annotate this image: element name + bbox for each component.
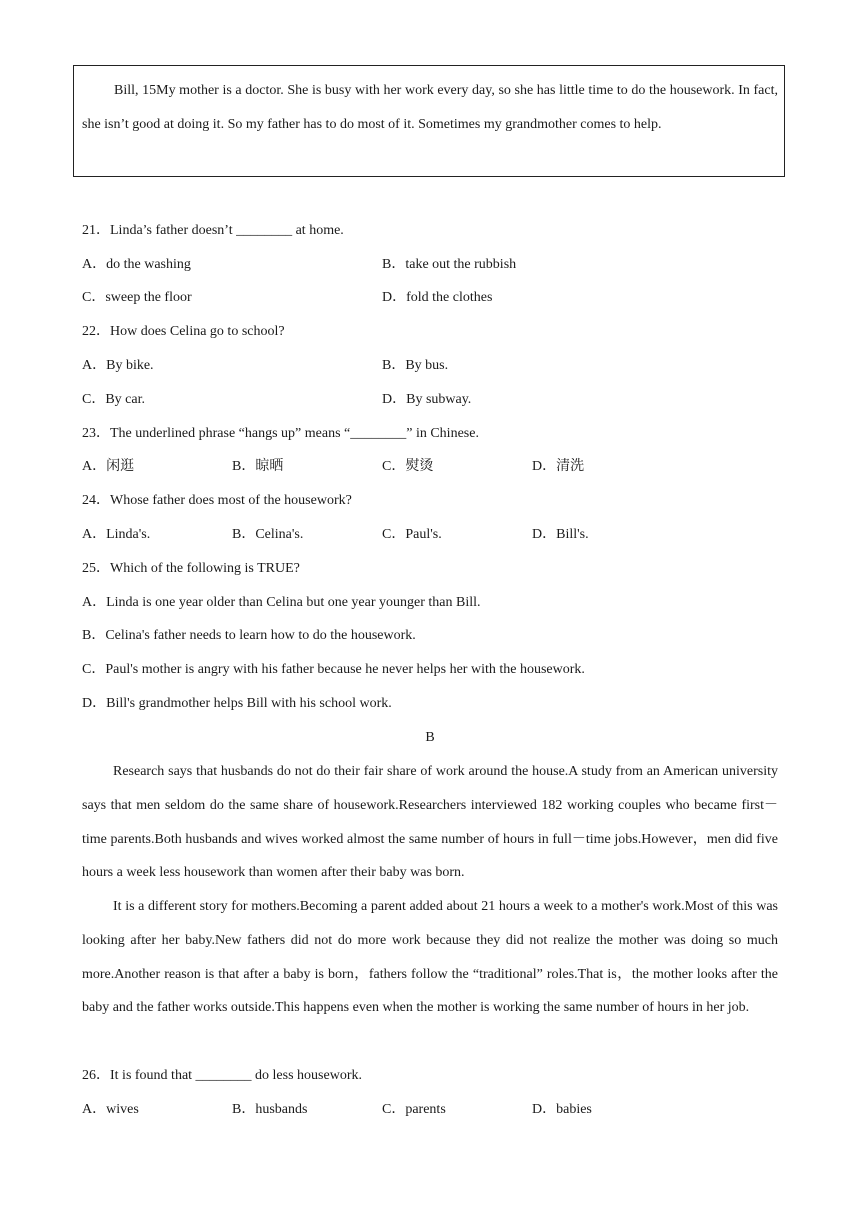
passage-box-text: Bill, 15My mother is a doctor. She is busy with her work every day, so she has little time to do the housework. In fact, she isn’t good at doing it. So my father has to do most of it. Sometimes my grandmother comes to help. <box>82 83 778 132</box>
question-stem-23: 23．The underlined phrase “hangs up” means “________” in Chinese. <box>82 426 479 441</box>
q22-option-c: C．By car. <box>82 392 145 407</box>
passage-box <box>73 65 785 177</box>
q24-option-b: B．Celina's. <box>232 527 304 542</box>
question-stem-24: 24．Whose father does most of the housework? <box>82 493 352 508</box>
q26-option-a: A．wives <box>82 1102 139 1117</box>
q24-option-c: C．Paul's. <box>382 527 442 542</box>
q26-option-c: C．parents <box>382 1102 446 1117</box>
q21-option-a: A．do the washing <box>82 257 191 272</box>
q23-option-c: C．熨烫 <box>382 459 434 474</box>
question-stem-25: 25．Which of the following is TRUE? <box>82 561 300 576</box>
q24-option-a: A．Linda's. <box>82 527 151 542</box>
q24-option-d: D．Bill's. <box>532 527 589 542</box>
q26-option-d: D．babies <box>532 1102 592 1117</box>
q22-option-a: A．By bike. <box>82 358 154 373</box>
q22-option-d: D．By subway. <box>382 392 472 407</box>
q25-option-c: C．Paul's mother is angry with his father because he never helps her with the housework. <box>82 662 585 677</box>
q21-option-b: B．take out the rubbish <box>382 257 517 272</box>
q22-option-b: B．By bus. <box>382 358 449 373</box>
q25-option-d: D．Bill's grandmother helps Bill with his school work. <box>82 696 392 711</box>
q26-option-b: B．husbands <box>232 1102 308 1117</box>
q25-option-a: A．Linda is one year older than Celina but one year younger than Bill. <box>82 595 481 610</box>
question-stem-22: 22．How does Celina go to school? <box>82 324 285 339</box>
section-b-paragraph-2: It is a different story for mothers.Becoming a parent added about 21 hours a week to a mother's work.Most of this was looking after her baby.New fathers did not do more work because they did not realize the mother was doing so much more.Another reason is that after a baby is born，fathers follow the “traditional” roles.That is，the mother looks after the baby and the father works outside.This happens even when the mother is working the same number of hours in her job. <box>82 899 778 1016</box>
section-b-paragraph-1: Research says that husbands do not do their fair share of work around the house.A study from an American university says that men seldom do the same share of housework.Researchers interviewed 182 working couples who became first－time parents.Both husbands and wives worked almost the same number of hours in full－time jobs.However，men did five hours a week less housework than women after their baby was born. <box>82 764 778 881</box>
q25-option-b: B．Celina's father needs to learn how to do the housework. <box>82 628 416 643</box>
question-stem-21: 21．Linda’s father doesn’t ________ at home. <box>82 223 344 238</box>
q23-option-b: B．晾晒 <box>232 459 284 474</box>
q23-option-a: A．闲逛 <box>82 459 135 474</box>
q21-option-c: C．sweep the floor <box>82 290 192 305</box>
q23-option-d: D．清洗 <box>532 459 585 474</box>
question-stem-26: 26．It is found that ________ do less housework. <box>82 1068 362 1083</box>
q21-option-d: D．fold the clothes <box>382 290 493 305</box>
section-heading-b: B <box>425 730 435 745</box>
